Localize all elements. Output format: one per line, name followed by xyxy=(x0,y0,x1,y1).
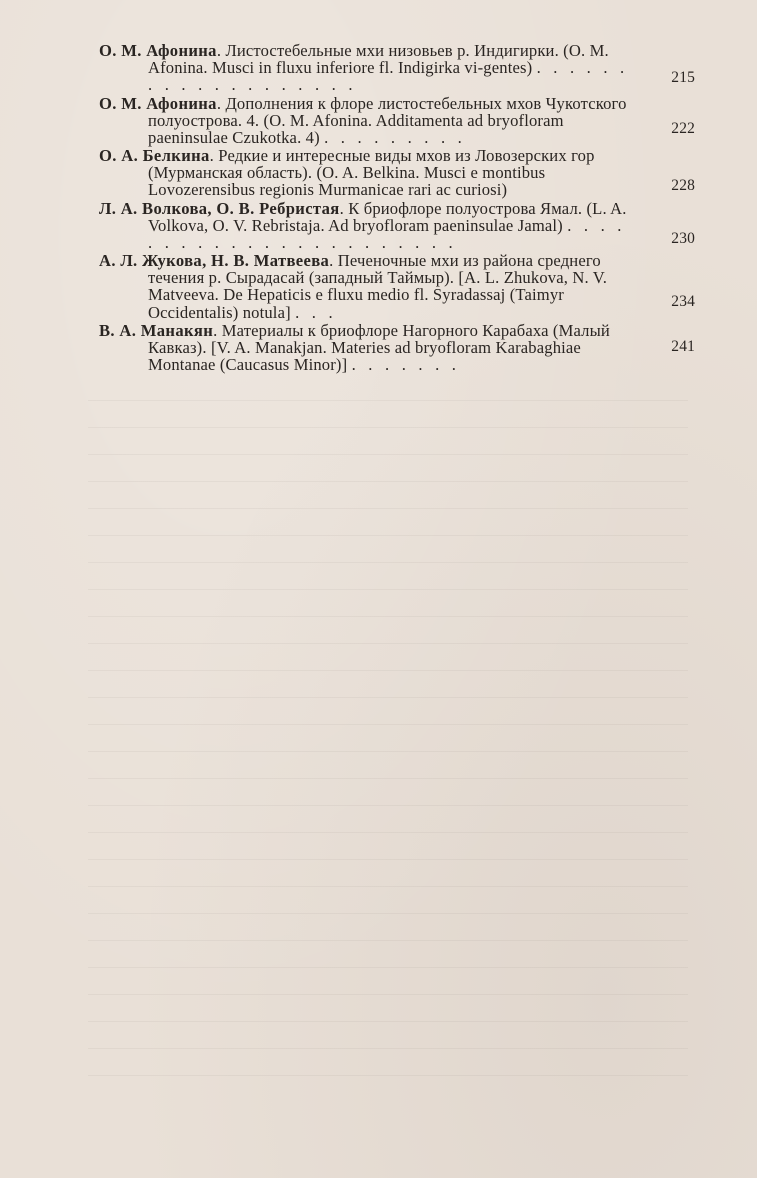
toc-entry-page: 230 xyxy=(671,230,695,248)
toc-entry-authors: Л. А. Волкова, О. В. Ребристая xyxy=(99,198,340,218)
toc-entry-authors: А. Л. Жукова, Н. В. Матвеева xyxy=(99,251,330,270)
toc-entry-leader: . . . . . . . . . xyxy=(324,127,467,147)
toc-entry xyxy=(99,95,695,147)
toc-entry xyxy=(99,147,695,199)
toc-entry-page: 222 xyxy=(671,120,695,138)
toc-entry-title: К бриофлоре полуострова Ямал. (L. A. Volkova, O. V. Rebristaja. Ad bryofloram paeninsulae Jamal) xyxy=(148,198,627,235)
toc-entry-title: Дополнения к флоре листостебельных мхов Чукотского полуострова. 4. (O. M. Afonina. Additamenta ad bryofloram paeninsulae Czukotka. 4) xyxy=(148,93,627,147)
toc-entry-text: О. М. Афонина. Листостебельные мхи низовьев р. Индигирки. (O. M. Afonina. Musci in fluxu inferiore fl. Indigirka vi-gentes) . . . . . . . . . . . . . . . . . . . xyxy=(99,41,629,95)
toc-entry-text: В. А. Манакян. Материалы к бриофлоре Нагорного Карабаха (Малый Кавказ). [V. A. Manakjan. Materies ad bryofloram Karabaghiae Montanae (Caucasus Minor)] . . . . . . . xyxy=(99,320,610,374)
toc-entry-page: 228 xyxy=(671,176,695,194)
toc-entry-leader: . . . . . . . . . . . . . . . . . . . . . . . xyxy=(148,215,626,252)
toc-entry-text: А. Л. Жукова, Н. В. Матвеева. Печеночные мхи из района среднего течения р. Сырадасай (западный Таймыр). [A. L. Zhukova, N. V. Matveeva. De Hepaticis e fluxu medio fl. Syradassaj (Taimyr Occidentalis) notula] . . . xyxy=(99,251,608,322)
toc-entry-title: Материалы к бриофлоре Нагорного Карабаха (Малый Кавказ). [V. A. Manakjan. Materies ad bryofloram Karabaghiae Montanae (Caucasus Minor)] xyxy=(148,320,610,374)
toc-entry-authors: В. А. Манакян xyxy=(99,320,214,340)
table-of-contents xyxy=(99,42,695,374)
toc-entry-page: 241 xyxy=(671,338,695,356)
toc-entry-authors: О. М. Афонина xyxy=(99,41,217,60)
toc-entry-leader: . . . . . . . xyxy=(351,354,461,374)
toc-entry-leader: . . . xyxy=(295,302,337,322)
toc-entry-title: Редкие и интересные виды мхов из Ловозерских гор (Мурманская область). (O. A. Belkina. Musci e montibus Lovozerensibus regionis Murmanicae rari ac curiosi) xyxy=(148,146,595,200)
toc-entry xyxy=(99,322,695,374)
toc-entry xyxy=(99,42,695,94)
toc-entry-title: Печеночные мхи из района среднего течения р. Сырадасай (западный Таймыр). [A. L. Zhukova, N. V. Matveeva. De Hepaticis e fluxu medio fl. Syradassaj (Taimyr Occidentalis) notula] xyxy=(148,251,608,322)
toc-entry xyxy=(99,252,695,321)
toc-entry-text: О. А. Белкина. Редкие и интересные виды мхов из Ловозерских гор (Мурманская область). (O. A. Belkina. Musci e montibus Lovozerensibus regionis Murmanicae rari ac curiosi) xyxy=(99,146,595,200)
toc-entry-page: 215 xyxy=(671,68,695,86)
toc-entry-text: Л. А. Волкова, О. В. Ребристая. К бриофлоре полуострова Ямал. (L. A. Volkova, O. V. Rebristaja. Ad bryofloram paeninsulae Jamal) . . . . . . . . . . . . . . . . . . . . . . . xyxy=(99,198,627,252)
toc-entry-text: О. М. Афонина. Дополнения к флоре листостебельных мхов Чукотского полуострова. 4. (O. M. Afonina. Additamenta ad bryofloram paeninsulae Czukotka. 4) . . . . . . . . . xyxy=(99,93,627,147)
toc-entry-page: 234 xyxy=(671,292,695,310)
bleed-through-texture xyxy=(88,400,688,1100)
toc-entry-leader: . . . . . . . . . . . . . . . . . . . xyxy=(148,58,629,95)
toc-entry-authors: О. М. Афонина xyxy=(99,93,217,113)
toc-entry-title: Листостебельные мхи низовьев р. Индигирки. (O. M. Afonina. Musci in fluxu inferiore fl. Indigirka vi-gentes) xyxy=(148,41,609,78)
toc-entry xyxy=(99,200,695,252)
toc-entry-authors: О. А. Белкина xyxy=(99,146,210,165)
